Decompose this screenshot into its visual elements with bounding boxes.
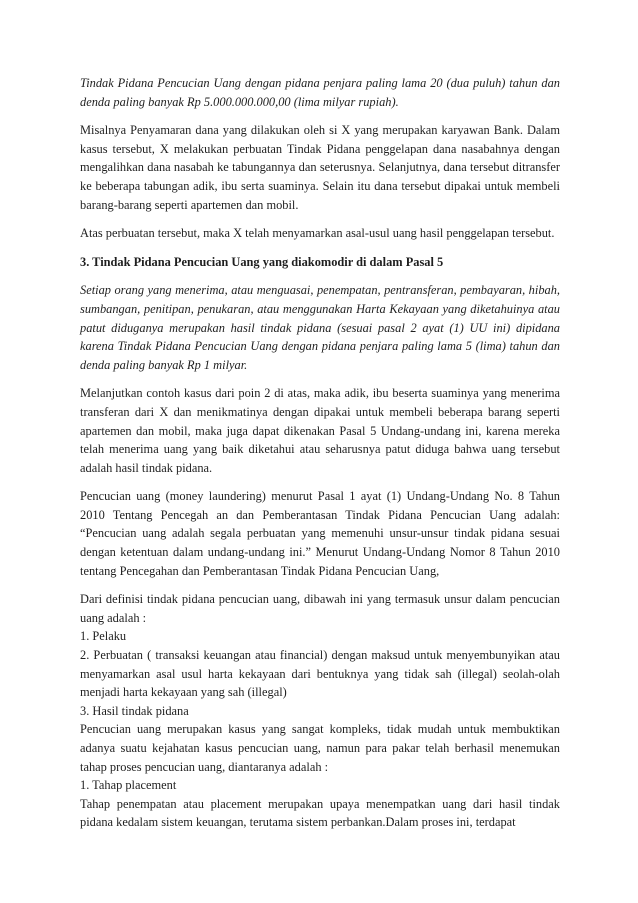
list-item-perbuatan: 2. Perbuatan ( transaksi keuangan atau financial) dengan maksud untuk menyembunyikan atau menyamarkan asal usul harta kekayaan dari bentuknya yang tidak sah (illegal) seolah-olah menjadi harta kekayaan yang sah (illegal)	[80, 648, 560, 700]
elements-section	[80, 590, 560, 832]
elements-intro: Dari definisi tindak pidana pencucian uang, dibawah ini yang termasuk unsur dalam pencucian uang adalah :	[80, 592, 560, 625]
paragraph-conclusion-x: Atas perbuatan tersebut, maka X telah menyamarkan asal-usul uang hasil penggelapan tersebut.	[80, 226, 555, 241]
paragraph-pasal-5-text: Setiap orang yang menerima, atau menguasai, penempatan, pentransferan, pembayaran, hibah, sumbangan, penitipan, penukaran, atau menggunakan Harta Kekayaan yang diketahuinya atau patut diduganya merupakan hasil tindak pidana (sesuai pasal 2 ayat (1) UU ini) dipidana karena Tindak Pidana Pencucian Uang dengan pidana penjara paling lama 5 (lima) tahun dan denda paling banyak Rp 1 milyar.	[80, 283, 560, 372]
document-page	[80, 74, 560, 842]
paragraph-stages-intro: Pencucian uang merupakan kasus yang sangat kompleks, tidak mudah untuk membuktikan adanya suatu kejahatan kasus pencucian uang, namun para pakar telah berhasil menemukan tahap proses pencucian uang, diantaranya adalah :	[80, 722, 560, 774]
paragraph-placement-desc: Tahap penempatan atau placement merupakan upaya menempatkan uang dari hasil tindak pidana kedalam sistem keuangan, terutama sistem perbankan.Dalam proses ini, terdapat	[80, 796, 560, 830]
list-item-pelaku: 1. Pelaku	[80, 629, 127, 644]
paragraph-penalty-pasal-4: Tindak Pidana Pencucian Uang dengan pidana penjara paling lama 20 (dua puluh) tahun dan denda paling banyak Rp 5.000.000.000,00 (lima milyar rupiah).	[80, 76, 560, 109]
paragraph-continued-example: Melanjutkan contoh kasus dari poin 2 di atas, maka adik, ibu beserta suaminya yang menerima transferan dari X dan menikmatinya dengan dipakai untuk membeli beberapa barang seperti apartemen dan mobil, maka juga dapat dikenakan Pasal 5 Undang-undang ini, karena mereka telah menerima uang yang baik diketahui atau seharusnya patut diduga bahwa uang tersebut adalah hasil tindak pidana.	[80, 386, 560, 475]
paragraph-example-case: Misalnya Penyamaran dana yang dilakukan oleh si X yang merupakan karyawan Bank. Dalam kasus tersebut, X melakukan perbuatan Tindak Pidana penggelapan dana nasabahnya dengan mengalihkan dana nasabah ke tabungannya dan seterusnya. Selanjutnya, dana tersebut ditransfer ke beberapa tabungan adik, ibu serta suaminya. Selain itu dana tersebut dipakai untuk membeli barang-barang seperti apartemen dan mobil.	[80, 123, 560, 212]
list-item-placement: 1. Tahap placement	[80, 778, 177, 793]
list-item-hasil: 3. Hasil tindak pidana	[80, 703, 189, 718]
paragraph-definition: Pencucian uang (money laundering) menurut Pasal 1 ayat (1) Undang-Undang No. 8 Tahun 2010 Tentang Pencegah an dan Pemberantasan Tindak Pidana Pencucian Uang adalah: “Pencucian uang adalah segala perbuatan yang memenuhi unsur-unsur tindak pidana sesuai dengan ketentuan dalam undang-undang ini.” Menurut Undang-Undang Nomor 8 Tahun 2010 tentang Pencegahan dan Pemberantasan Tindak Pidana Pencucian Uang,	[80, 489, 560, 578]
section-heading-pasal-5: 3. Tindak Pidana Pencucian Uang yang diakomodir di dalam Pasal 5	[80, 254, 444, 269]
